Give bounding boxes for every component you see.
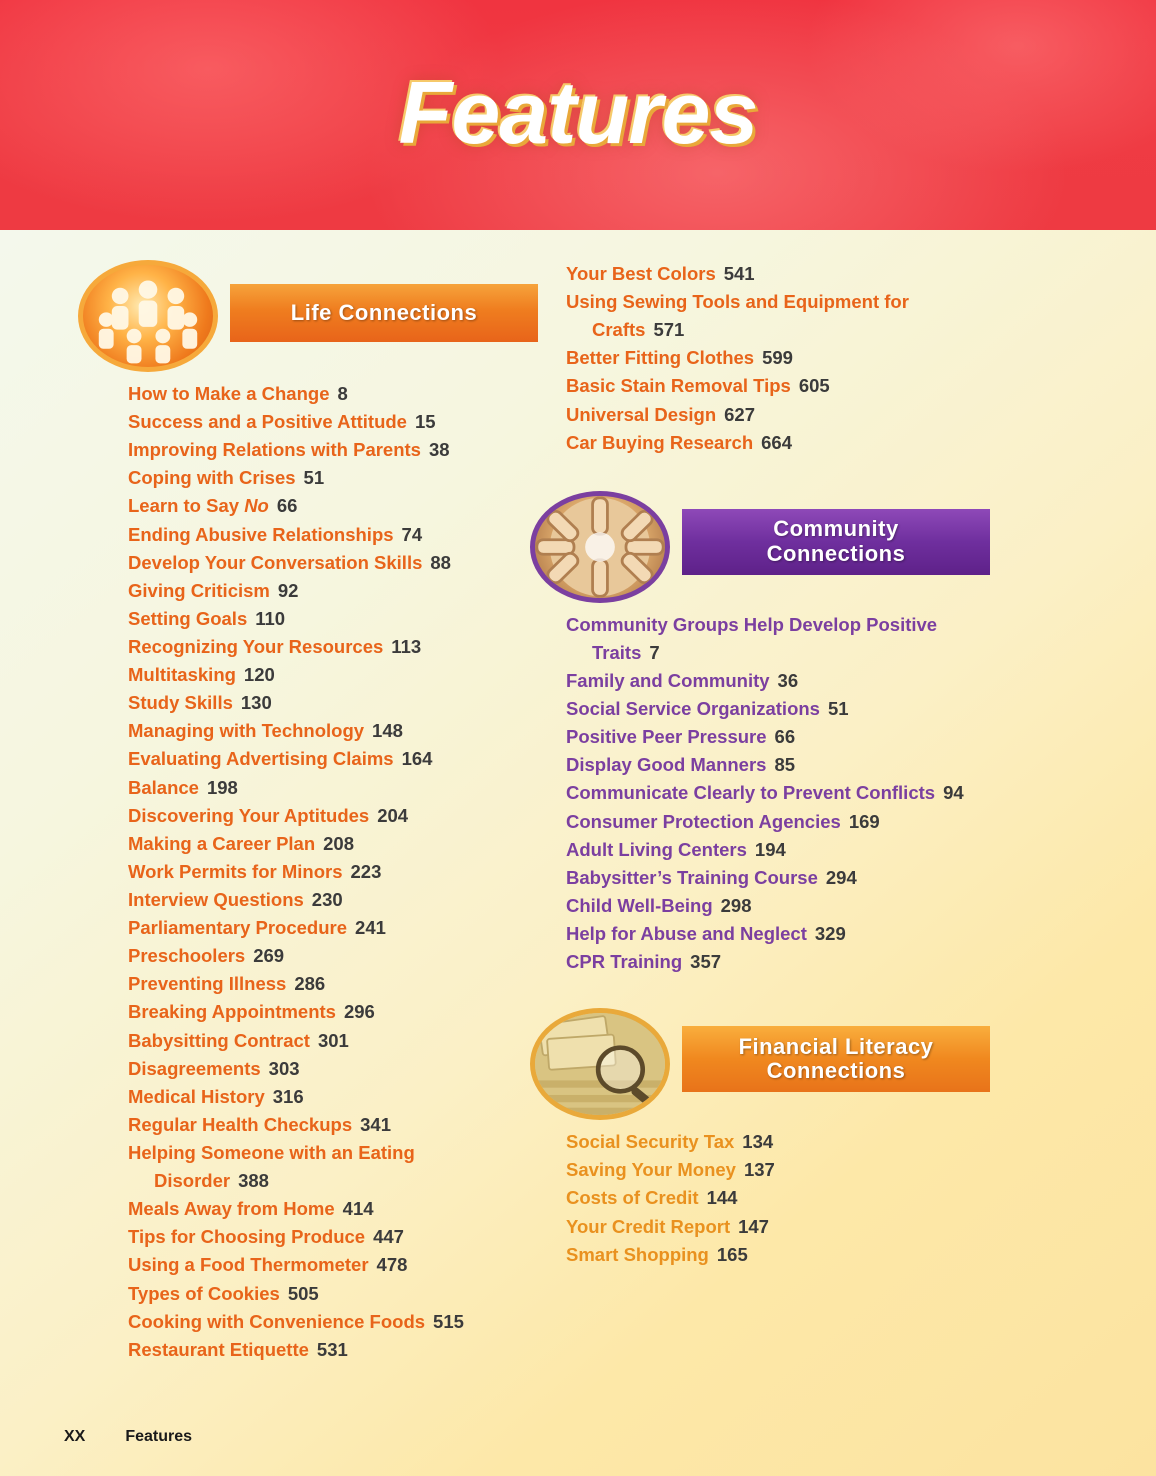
list-item[interactable]: Improving Relations with Parents 38 bbox=[128, 439, 450, 461]
list-item[interactable]: Child Well-Being 298 bbox=[566, 894, 752, 916]
money-magnifier-icon bbox=[530, 1008, 670, 1120]
section-header-life-connections bbox=[78, 260, 538, 372]
entry-list-financial-literacy-connections bbox=[540, 1128, 980, 1269]
list-item[interactable]: Discovering Your Aptitudes 204 bbox=[128, 804, 409, 826]
list-item[interactable]: Basic Stain Removal Tips 605 bbox=[566, 375, 830, 397]
list-item[interactable]: Help for Abuse and Neglect 329 bbox=[566, 922, 846, 944]
entry-list-life-connections bbox=[102, 380, 532, 1364]
list-item[interactable]: Cooking with Convenience Foods 515 bbox=[128, 1310, 464, 1332]
page-body bbox=[0, 230, 1156, 1476]
list-item[interactable]: Success and a Positive Attitude 15 bbox=[128, 411, 436, 433]
list-item[interactable]: Medical History 316 bbox=[128, 1085, 304, 1107]
italic-word: No bbox=[244, 495, 269, 517]
entry-list-community-connections bbox=[540, 611, 980, 976]
section-header-financial-literacy-connections bbox=[530, 1008, 1000, 1120]
list-item[interactable]: Better Fitting Clothes 599 bbox=[566, 347, 793, 369]
section-title-line1: Financial Literacy bbox=[738, 1033, 934, 1059]
list-item[interactable]: Coping with Crises 51 bbox=[128, 467, 325, 489]
list-item[interactable]: Display Good Manners 85 bbox=[566, 754, 796, 776]
list-item[interactable]: Family and Community 36 bbox=[566, 669, 799, 691]
list-item[interactable]: Making a Career Plan 208 bbox=[128, 832, 355, 854]
list-item[interactable]: CPR Training 357 bbox=[566, 951, 722, 973]
list-item[interactable]: Learn to Say No 66 bbox=[128, 495, 298, 517]
list-item[interactable]: Community Groups Help Develop Positive Traits 7 bbox=[566, 613, 938, 663]
list-item[interactable]: Breaking Appointments 296 bbox=[128, 1001, 375, 1023]
section-title-line1: Community bbox=[773, 516, 899, 542]
section-title-line2: Connections bbox=[766, 540, 906, 566]
list-item[interactable]: Helping Someone with an Eating Disorder 388 bbox=[128, 1141, 415, 1192]
footer-label: Features bbox=[125, 1428, 193, 1445]
list-item[interactable]: Meals Away from Home 414 bbox=[128, 1198, 374, 1220]
entry-list-life-connections-continued bbox=[540, 260, 980, 457]
section-title-line2: Connections bbox=[766, 1058, 906, 1084]
page-footer bbox=[64, 1428, 192, 1446]
list-item[interactable]: Regular Health Checkups 341 bbox=[128, 1113, 391, 1135]
list-item[interactable]: Using Sewing Tools and Equipment for Crafts 571 bbox=[566, 291, 909, 341]
list-item[interactable]: Preschoolers 269 bbox=[128, 945, 285, 967]
list-item[interactable]: Giving Criticism 92 bbox=[128, 579, 299, 601]
list-item[interactable]: Using a Food Thermometer 478 bbox=[128, 1254, 408, 1276]
list-item[interactable]: Saving Your Money 137 bbox=[566, 1159, 775, 1181]
page-title: Features bbox=[398, 63, 758, 162]
list-item[interactable]: Parliamentary Procedure 241 bbox=[128, 917, 386, 939]
list-item[interactable]: Disagreements 303 bbox=[128, 1057, 300, 1079]
list-item[interactable]: Study Skills 130 bbox=[128, 692, 272, 714]
page-header-banner bbox=[0, 0, 1156, 230]
list-item[interactable]: How to Make a Change 8 bbox=[128, 383, 348, 404]
list-item[interactable]: Babysitter’s Training Course 294 bbox=[566, 866, 857, 888]
list-item[interactable]: Consumer Protection Agencies 169 bbox=[566, 810, 880, 832]
list-item[interactable]: Interview Questions 230 bbox=[128, 888, 343, 910]
column-left bbox=[78, 260, 538, 1364]
section-title-community-connections bbox=[682, 509, 990, 575]
list-item[interactable]: Types of Cookies 505 bbox=[128, 1282, 319, 1304]
list-item[interactable]: Smart Shopping 165 bbox=[566, 1243, 748, 1265]
list-item[interactable]: Car Buying Research 664 bbox=[566, 431, 792, 453]
column-right bbox=[530, 260, 1000, 1269]
list-item[interactable]: Develop Your Conversation Skills 88 bbox=[128, 551, 451, 573]
list-item[interactable]: Managing with Technology 148 bbox=[128, 720, 403, 742]
list-item[interactable]: Restaurant Etiquette 531 bbox=[128, 1338, 348, 1360]
list-item[interactable]: Social Security Tax 134 bbox=[566, 1131, 774, 1153]
list-item[interactable]: Preventing Illness 286 bbox=[128, 973, 326, 995]
list-item[interactable]: Balance 198 bbox=[128, 776, 238, 798]
list-item[interactable]: Communicate Clearly to Prevent Conflicts 94 bbox=[566, 782, 964, 804]
section-title-life-connections: Life Connections bbox=[230, 284, 538, 342]
list-item[interactable]: Babysitting Contract 301 bbox=[128, 1029, 349, 1051]
list-item[interactable]: Social Service Organizations 51 bbox=[566, 698, 849, 720]
list-item[interactable]: Adult Living Centers 194 bbox=[566, 838, 786, 860]
list-item[interactable]: Positive Peer Pressure 66 bbox=[566, 726, 796, 748]
list-item[interactable]: Multitasking 120 bbox=[128, 664, 275, 686]
list-item[interactable]: Your Best Colors 541 bbox=[566, 263, 755, 284]
list-item[interactable]: Costs of Credit 144 bbox=[566, 1187, 738, 1209]
people-circle-icon bbox=[78, 260, 218, 372]
list-item[interactable]: Ending Abusive Relationships 74 bbox=[128, 523, 423, 545]
list-item[interactable]: Recognizing Your Resources 113 bbox=[128, 635, 422, 657]
footer-page-number: XX bbox=[64, 1428, 86, 1445]
list-item[interactable]: Tips for Choosing Produce 447 bbox=[128, 1226, 404, 1248]
list-item[interactable]: Evaluating Advertising Claims 164 bbox=[128, 748, 433, 770]
list-item[interactable]: Work Permits for Minors 223 bbox=[128, 860, 382, 882]
section-header-community-connections bbox=[530, 491, 1000, 603]
hands-circle-icon bbox=[530, 491, 670, 603]
list-item[interactable]: Universal Design 627 bbox=[566, 403, 755, 425]
section-title-financial-literacy-connections bbox=[682, 1026, 990, 1092]
list-item[interactable]: Setting Goals 110 bbox=[128, 607, 286, 629]
list-item[interactable]: Your Credit Report 147 bbox=[566, 1215, 769, 1237]
